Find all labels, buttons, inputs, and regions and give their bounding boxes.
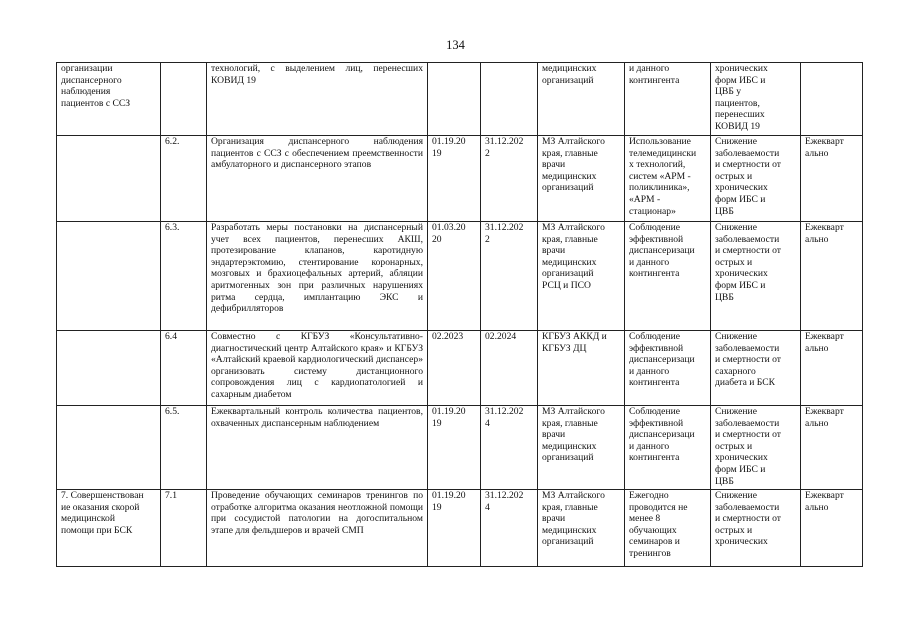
end-date-cell: 31.12.202 4 — [481, 406, 538, 490]
result-characteristic-cell: Ежегодно проводится не менее 8 обучающих семинаров и тренингов — [625, 490, 711, 567]
result-characteristic-cell: Соблюдение эффективной диспансеризаци и данного контингента — [625, 331, 711, 406]
result-characteristic-cell: и данного контингента — [625, 63, 711, 136]
start-date-cell: 01.19.20 19 — [428, 136, 481, 222]
start-date-cell: 01.19.20 19 — [428, 490, 481, 567]
item-number-cell: 7.1 — [161, 490, 207, 567]
table-row — [57, 136, 863, 222]
result-characteristic-cell: Соблюдение эффективной диспансеризаци и данного контингента — [625, 406, 711, 490]
frequency-cell: Ежекварт ально — [801, 222, 863, 331]
result-characteristic-cell: Соблюдение эффективной диспансеризаци и данного контингента — [625, 222, 711, 331]
indicator-cell: хронических форм ИБС и ЦВБ у пациентов, перенесших КОВИД 19 — [711, 63, 801, 136]
section-cell — [57, 136, 161, 222]
action-plan-table — [56, 62, 863, 567]
task-cell: Совместно с КГБУЗ «Консультативно-диагностический центр Алтайского края» и КГБУЗ «Алтайский краевой кардиологический диспансер» организовать систему дистанционного сопровождения лиц с кардиопатологией и сахарным диабетом — [207, 331, 428, 406]
section-cell: 7. Совершенствован ие оказания скорой медицинской помощи при БСК — [57, 490, 161, 567]
table-row — [57, 331, 863, 406]
start-date-cell: 02.2023 — [428, 331, 481, 406]
end-date-cell: 31.12.202 4 — [481, 490, 538, 567]
section-cell — [57, 331, 161, 406]
indicator-cell: Снижение заболеваемости и смертности от сахарного диабета и БСК — [711, 331, 801, 406]
end-date-cell: 02.2024 — [481, 331, 538, 406]
frequency-cell: Ежекварт ально — [801, 136, 863, 222]
task-cell: Организация диспансерного наблюдения пациентов с ССЗ с обеспечением преемственности амбулаторного и диспансерного этапов — [207, 136, 428, 222]
responsible-cell: МЗ Алтайского края, главные врачи медицинских организаций — [538, 406, 625, 490]
result-characteristic-cell: Использование телемедицински х технологий, систем «АРМ - поликлиника», «АРМ - стационар» — [625, 136, 711, 222]
end-date-cell — [481, 63, 538, 136]
responsible-cell: медицинских организаций — [538, 63, 625, 136]
responsible-cell: МЗ Алтайского края, главные врачи медицинских организаций — [538, 136, 625, 222]
frequency-cell: Ежекварт ально — [801, 406, 863, 490]
page-number: 134 — [446, 38, 465, 52]
item-number-cell — [161, 63, 207, 136]
responsible-cell: МЗ Алтайского края, главные врачи медицинских организаций РСЦ и ПСО — [538, 222, 625, 331]
table-body — [57, 63, 863, 567]
table-row — [57, 406, 863, 490]
task-cell: технологий, с выделением лиц, перенесших КОВИД 19 — [207, 63, 428, 136]
task-cell: Проведение обучающих семинаров тренингов по отработке алгоритма оказания неотложной помощи при сосудистой патологии на догоспитальном этапе для фельдшеров и врачей СМП — [207, 490, 428, 567]
table-row — [57, 222, 863, 331]
section-cell — [57, 222, 161, 331]
item-number-cell: 6.3. — [161, 222, 207, 331]
responsible-cell: КГБУЗ АККД и КГБУЗ ДЦ — [538, 331, 625, 406]
start-date-cell: 01.19.20 19 — [428, 406, 481, 490]
indicator-cell: Снижение заболеваемости и смертности от острых и хронических форм ИБС и ЦВБ — [711, 406, 801, 490]
start-date-cell — [428, 63, 481, 136]
frequency-cell: Ежекварт ально — [801, 490, 863, 567]
start-date-cell: 01.03.20 20 — [428, 222, 481, 331]
item-number-cell: 6.2. — [161, 136, 207, 222]
frequency-cell: Ежекварт ально — [801, 331, 863, 406]
table-row — [57, 490, 863, 567]
frequency-cell — [801, 63, 863, 136]
section-cell — [57, 406, 161, 490]
indicator-cell: Снижение заболеваемости и смертности от острых и хронических форм ИБС и ЦВБ — [711, 222, 801, 331]
indicator-cell: Снижение заболеваемости и смертности от острых и хронических форм ИБС и ЦВБ — [711, 136, 801, 222]
end-date-cell: 31.12.202 2 — [481, 136, 538, 222]
task-cell: Разработать меры постановки на диспансерный учет всех пациентов, перенесших АКШ, протезирование клапанов, каротидную эндартерэктомию, стентирование коронарных, мозговых и брахиоцефальных артерий, абляции аритмогенных зон при различных нарушениях ритма сердца, имплантацию ЭКС и дефибрилляторов — [207, 222, 428, 331]
section-cell: организации диспансерного наблюдения пациентов с ССЗ — [57, 63, 161, 136]
task-cell: Ежеквартальный контроль количества пациентов, охваченных диспансерным наблюдением — [207, 406, 428, 490]
item-number-cell: 6.5. — [161, 406, 207, 490]
responsible-cell: МЗ Алтайского края, главные врачи медицинских организаций — [538, 490, 625, 567]
end-date-cell: 31.12.202 2 — [481, 222, 538, 331]
indicator-cell: Снижение заболеваемости и смертности от острых и хронических — [711, 490, 801, 567]
item-number-cell: 6.4 — [161, 331, 207, 406]
table-row — [57, 63, 863, 136]
